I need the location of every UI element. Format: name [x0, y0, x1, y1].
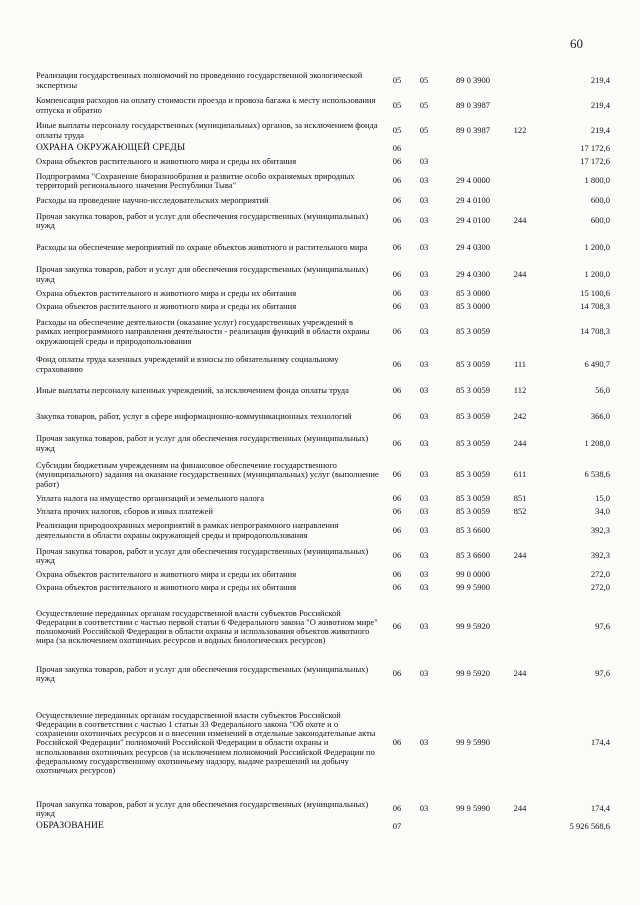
row-section-code: 06: [392, 242, 402, 253]
row-section-code: 06: [392, 194, 402, 205]
row-amount: 34,0: [595, 505, 610, 516]
table-row: [36, 505, 610, 518]
row-name: Подпрограмма "Сохранение биоразнообразия и развитие особо охраняемых природных территорий регионального значения Республики Тыва": [36, 170, 355, 190]
row-section-code: 06: [392, 737, 402, 748]
row-expense-type-code: [506, 595, 534, 659]
table-row: [36, 595, 610, 659]
row-subsection-code: [408, 143, 440, 155]
row-name: Прочая закупка товаров, работ и услуг для обеспечения государственных (муниципальных) нужд: [36, 210, 369, 230]
row-target-article-code: 89 0 3987: [456, 124, 490, 135]
row-target-article-code: 85 3 0059: [456, 358, 490, 369]
row-expense-type-code: [506, 287, 534, 300]
row-subsection-code: 03: [419, 505, 429, 516]
table-row: [36, 193, 610, 208]
row-amount: 15 100,6: [580, 287, 610, 298]
row-section-code: 06: [392, 156, 402, 167]
row-target-article-code: [440, 155, 506, 169]
row-expense-type-code: [506, 68, 534, 93]
row-amount: 272,0: [590, 569, 610, 580]
table-row: [36, 155, 610, 169]
row-name: Охрана объектов растительного и животного мира и среды их обитания: [36, 569, 297, 580]
row-target-article-code: 29 4 0100: [456, 194, 490, 205]
row-target-article-code: 99 9 5920: [456, 621, 490, 632]
row-target-article-code: 85 3 0000: [456, 300, 490, 311]
row-target-article-code: [440, 821, 506, 833]
row-subsection-code: 03: [419, 300, 429, 311]
row-expense-type-code: [506, 193, 534, 208]
table-row: [36, 569, 610, 581]
row-section-code: 06: [392, 268, 402, 279]
row-expense-type-code: [506, 155, 534, 169]
row-subsection-code: 05: [419, 74, 429, 85]
table-row: [36, 93, 610, 118]
table-row: [36, 351, 610, 378]
row-target-article-code: 85 3 0059: [456, 326, 490, 337]
row-amount: 97,6: [595, 668, 610, 679]
row-amount: 17 172,6: [580, 143, 610, 154]
row-subsection-code: 03: [419, 242, 429, 253]
row-section-code: 06: [392, 175, 402, 186]
table-row: [36, 689, 610, 797]
row-subsection-code: 03: [419, 582, 429, 593]
table-row: [36, 118, 610, 143]
row-target-article-code: 85 3 0059: [456, 469, 490, 480]
row-name: Осуществление переданных органам государственной власти субъектов Российской Федерации в соответствии с частью 1 статьи 33 Федерального закона "Об охоте и о сохранении охотничьих ресурсов и о внесении изменений в отдельные законодательные акты Российской Федерации" полномочий Российской Федерации в области охраны и использования охотничьих ресурсов (за исключением полномочий Российской Федерации по федеральному государственному охотничьему надзору, выдаче разрешений на добычу охотничьих ресурсов): [36, 709, 376, 775]
row-amount: 56,0: [595, 384, 610, 395]
row-expense-type-code: 122: [513, 124, 527, 135]
row-name: Прочая закупка товаров, работ и услуг для обеспечения государственных (муниципальных) нужд: [36, 663, 369, 683]
row-section-code: 06: [392, 287, 402, 298]
row-expense-type-code: [506, 518, 534, 543]
row-expense-type-code: 851: [513, 493, 527, 504]
row-expense-type-code: [506, 143, 534, 155]
row-subsection-code: 03: [419, 668, 429, 679]
row-subsection-code: 03: [419, 803, 429, 814]
row-subsection-code: 03: [419, 156, 429, 167]
row-amount: 272,0: [590, 582, 610, 593]
table-row: [36, 300, 610, 313]
row-expense-type-code: [506, 169, 534, 193]
row-target-article-code: 85 3 0059: [456, 437, 490, 448]
row-target-article-code: 99 9 5990: [456, 803, 490, 814]
row-subsection-code: 03: [419, 175, 429, 186]
row-expense-type-code: 244: [513, 268, 527, 279]
row-expense-type-code: 111: [513, 358, 527, 369]
row-name: ОБРАЗОВАНИЕ: [36, 821, 104, 832]
table-row: [36, 457, 610, 493]
row-subsection-code: 03: [419, 737, 429, 748]
row-target-article-code: 99 9 5990: [456, 737, 490, 748]
row-target-article-code: 85 3 0059: [456, 384, 490, 395]
row-section-code: 06: [392, 469, 402, 480]
row-name: Закупка товаров, работ, услуг в сфере информационно-коммуникационных технологий: [36, 410, 352, 421]
row-name: Прочая закупка товаров, работ и услуг для обеспечения государственных (муниципальных) нужд: [36, 798, 369, 818]
row-expense-type-code: 244: [513, 215, 527, 226]
row-subsection-code: 03: [419, 410, 429, 421]
row-amount: 1 800,0: [584, 175, 610, 186]
row-amount: 97,6: [595, 621, 610, 632]
row-subsection-code: 03: [419, 268, 429, 279]
row-amount: 219,4: [590, 124, 610, 135]
table-row: [36, 262, 610, 287]
row-amount: 174,4: [590, 803, 610, 814]
row-name: Охрана объектов растительного и животного мира и среды их обитания: [36, 582, 297, 593]
table-row: [36, 208, 610, 234]
table-row: [36, 234, 610, 262]
row-expense-type-code: [506, 689, 534, 797]
row-target-article-code: 29 4 0100: [456, 215, 490, 226]
row-subsection-code: 03: [419, 326, 429, 337]
row-subsection-code: [408, 821, 440, 833]
table-row: [36, 378, 610, 403]
row-amount: 392,3: [590, 524, 610, 535]
row-expense-type-code: 611: [513, 469, 527, 480]
row-section-code: 07: [392, 821, 402, 832]
table-row: [36, 543, 610, 569]
row-section-code: 06: [392, 326, 402, 337]
row-amount: 14 708,3: [580, 300, 610, 311]
table-row: [36, 313, 610, 351]
row-amount: 14 708,3: [580, 326, 610, 337]
row-name: Иные выплаты персоналу казенных учреждений, за исключением фонда оплаты труда: [36, 384, 349, 395]
row-amount: 15,0: [595, 493, 610, 504]
row-target-article-code: 29 4 0300: [456, 268, 490, 279]
row-subsection-code: 03: [419, 493, 429, 504]
row-expense-type-code: 244: [513, 550, 527, 561]
row-name: Уплата налога на имущество организаций и земельного налога: [36, 493, 265, 504]
row-expense-type-code: [506, 569, 534, 581]
row-expense-type-code: [506, 300, 534, 313]
row-subsection-code: 05: [419, 99, 429, 110]
row-amount: 392,3: [590, 550, 610, 561]
row-amount: 219,4: [590, 74, 610, 85]
row-expense-type-code: 112: [513, 384, 527, 395]
row-name: Осуществление переданных органам государственной власти субъектов Российской Федерации в соответствии с частью первой статьи 6 Федерального закона "О животном мире" полномочий Российской Федерации в области охраны и использования объектов животного мира (за исключением охотничьих ресурсов и водных биологических ресурсов): [36, 607, 378, 646]
row-subsection-code: 03: [419, 384, 429, 395]
row-name: Реализация природоохранных мероприятий в рамках непрограммного направления деятельности в области охраны окружающей среды и природопользования: [36, 520, 339, 540]
row-name: Прочая закупка товаров, работ и услуг для обеспечения государственных (муниципальных) нужд: [36, 264, 369, 284]
row-section-code: 06: [392, 668, 402, 679]
row-name: Охрана объектов растительного и животного мира и среды их обитания: [36, 287, 297, 298]
row-subsection-code: 03: [419, 215, 429, 226]
row-section-code: 06: [392, 550, 402, 561]
row-subsection-code: 03: [419, 287, 429, 298]
table-row: [36, 581, 610, 595]
row-expense-type-code: [506, 234, 534, 262]
row-name: Реализация государственных полномочий по проведению государственной экологической экспертизы: [36, 70, 363, 90]
row-subsection-code: 03: [419, 550, 429, 561]
row-amount: 5 926 568,6: [569, 821, 610, 832]
row-subsection-code: 03: [419, 469, 429, 480]
row-section-code: 06: [392, 215, 402, 226]
row-amount: 6 490,7: [584, 358, 610, 369]
row-expense-type-code: 242: [513, 410, 527, 421]
row-name: Уплата прочих налогов, сборов и иных платежей: [36, 505, 213, 516]
row-target-article-code: 29 4 0300: [456, 242, 490, 253]
table-section-heading-row: [36, 143, 610, 155]
table-row: [36, 287, 610, 300]
row-target-article-code: 89 0 3987: [456, 99, 490, 110]
row-target-article-code: 85 3 0059: [456, 493, 490, 504]
row-section-code: 06: [392, 493, 402, 504]
row-section-code: 06: [392, 143, 402, 154]
row-subsection-code: 03: [419, 437, 429, 448]
row-expense-type-code: 244: [513, 437, 527, 448]
row-expense-type-code: [506, 313, 534, 351]
row-expense-type-code: 244: [513, 668, 527, 679]
row-amount: 6 538,6: [584, 469, 610, 480]
row-amount: 1 208,0: [584, 437, 610, 448]
row-section-code: 06: [392, 437, 402, 448]
row-target-article-code: 89 0 3900: [456, 74, 490, 85]
row-subsection-code: 03: [419, 621, 429, 632]
row-name: Иные выплаты персоналу государственных (муниципальных) органов, за исключением фонда оплаты труда: [36, 120, 378, 140]
row-section-code: 06: [392, 803, 402, 814]
row-name: ОХРАНА ОКРУЖАЮЩЕЙ СРЕДЫ: [36, 143, 186, 154]
row-section-code: 06: [392, 582, 402, 593]
row-expense-type-code: [506, 821, 534, 833]
row-amount: 1 200,0: [584, 242, 610, 253]
table-row: [36, 493, 610, 505]
row-amount: 219,4: [590, 99, 610, 110]
row-section-code: 06: [392, 358, 402, 369]
row-section-code: 06: [392, 621, 402, 632]
row-name: Прочая закупка товаров, работ и услуг для обеспечения государственных (муниципальных) нужд: [36, 545, 369, 565]
row-section-code: 05: [392, 74, 402, 85]
row-subsection-code: 05: [419, 124, 429, 135]
table-row: [36, 659, 610, 689]
table-row: [36, 68, 610, 93]
row-target-article-code: 85 3 0059: [456, 505, 490, 516]
budget-table: [36, 68, 610, 833]
row-name: Расходы на обеспечение деятельности (оказание услуг) государственных учреждений в рамках непрограммного направления деятельности - реализация функций в области охраны окружающей среды и природопользования: [36, 317, 370, 346]
row-section-code: 06: [392, 300, 402, 311]
row-name: Расходы на проведение научно-исследовательских мероприятий: [36, 194, 269, 205]
table-row: [36, 169, 610, 193]
row-name: Компенсация расходов на оплату стоимости проезда и провоза багажа к месту использования отпуска и обратно: [36, 95, 376, 115]
row-name: Субсидии бюджетным учреждениям на финансовое обеспечение государственного (муниципального) задания на оказание государственных (муниципальных) услуг (выполнение работ): [36, 460, 379, 489]
row-subsection-code: 03: [419, 358, 429, 369]
row-section-code: 06: [392, 569, 402, 580]
row-amount: 1 200,0: [584, 268, 610, 279]
row-target-article-code: 85 3 6600: [456, 550, 490, 561]
row-section-code: 06: [392, 410, 402, 421]
row-target-article-code: 85 3 0000: [456, 287, 490, 298]
row-section-code: 06: [392, 505, 402, 516]
row-section-code: 06: [392, 524, 402, 535]
budget-table-body: [36, 68, 610, 833]
row-target-article-code: 29 4 0000: [456, 175, 490, 186]
row-target-article-code: 85 3 6600: [456, 524, 490, 535]
row-name: Расходы на обеспечение мероприятий по охране объектов животного и растительного мира: [36, 242, 368, 253]
row-subsection-code: 03: [419, 194, 429, 205]
row-amount: 174,4: [590, 737, 610, 748]
row-expense-type-code: [506, 93, 534, 118]
row-expense-type-code: 852: [513, 505, 527, 516]
row-amount: 600,0: [590, 194, 610, 205]
row-target-article-code: [440, 143, 506, 155]
row-target-article-code: 99 9 5900: [456, 582, 490, 593]
row-amount: 17 172,6: [580, 156, 610, 167]
row-target-article-code: 99 9 5920: [456, 668, 490, 679]
row-expense-type-code: [506, 581, 534, 595]
row-target-article-code: 85 3 0059: [456, 410, 490, 421]
row-name: Прочая закупка товаров, работ и услуг для обеспечения государственных (муниципальных) нужд: [36, 433, 369, 453]
row-section-code: 05: [392, 99, 402, 110]
table-section-heading-row: [36, 821, 610, 833]
page-number: 60: [570, 36, 583, 51]
row-amount: 600,0: [590, 215, 610, 226]
row-name: Охрана объектов растительного и животного мира и среды их обитания: [36, 156, 297, 167]
row-expense-type-code: 244: [513, 803, 527, 814]
row-target-article-code: 99 0 0000: [456, 569, 490, 580]
row-section-code: 06: [392, 384, 402, 395]
table-row: [36, 430, 610, 457]
row-subsection-code: 03: [419, 524, 429, 535]
row-amount: 366,0: [590, 410, 610, 421]
row-subsection-code: 03: [419, 569, 429, 580]
table-row: [36, 797, 610, 821]
table-row: [36, 403, 610, 430]
row-name: Фонд оплаты труда казенных учреждений и взносы по обязательному социальному страхованию: [36, 354, 339, 374]
table-row: [36, 518, 610, 543]
row-section-code: 05: [392, 124, 402, 135]
row-name: Охрана объектов растительного и животного мира и среды их обитания: [36, 300, 297, 311]
